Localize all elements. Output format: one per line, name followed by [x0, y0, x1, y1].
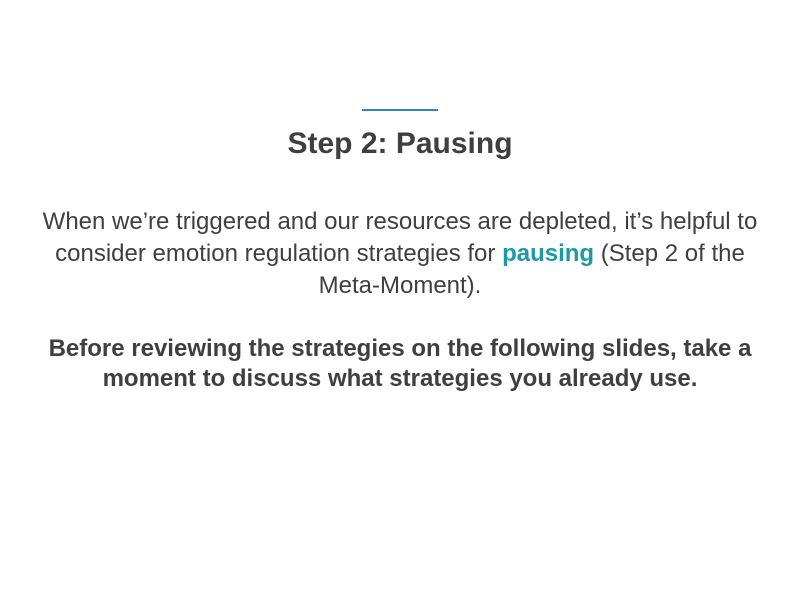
slide-title: Step 2: Pausing: [287, 127, 513, 160]
body-text-before: When we’re triggered and our resources are depleted, it’s helpful to consider emotion regulation strategies for: [42, 208, 758, 267]
highlight-term: pausing: [502, 240, 595, 267]
body-text-after: (Step 2 of the Meta-Moment).: [318, 240, 745, 299]
title-accent-line: [362, 109, 438, 111]
body-paragraph: [40, 206, 760, 302]
discussion-prompt: Before reviewing the strategies on the following slides, take a moment to discuss what strategies you already use.: [48, 335, 752, 392]
